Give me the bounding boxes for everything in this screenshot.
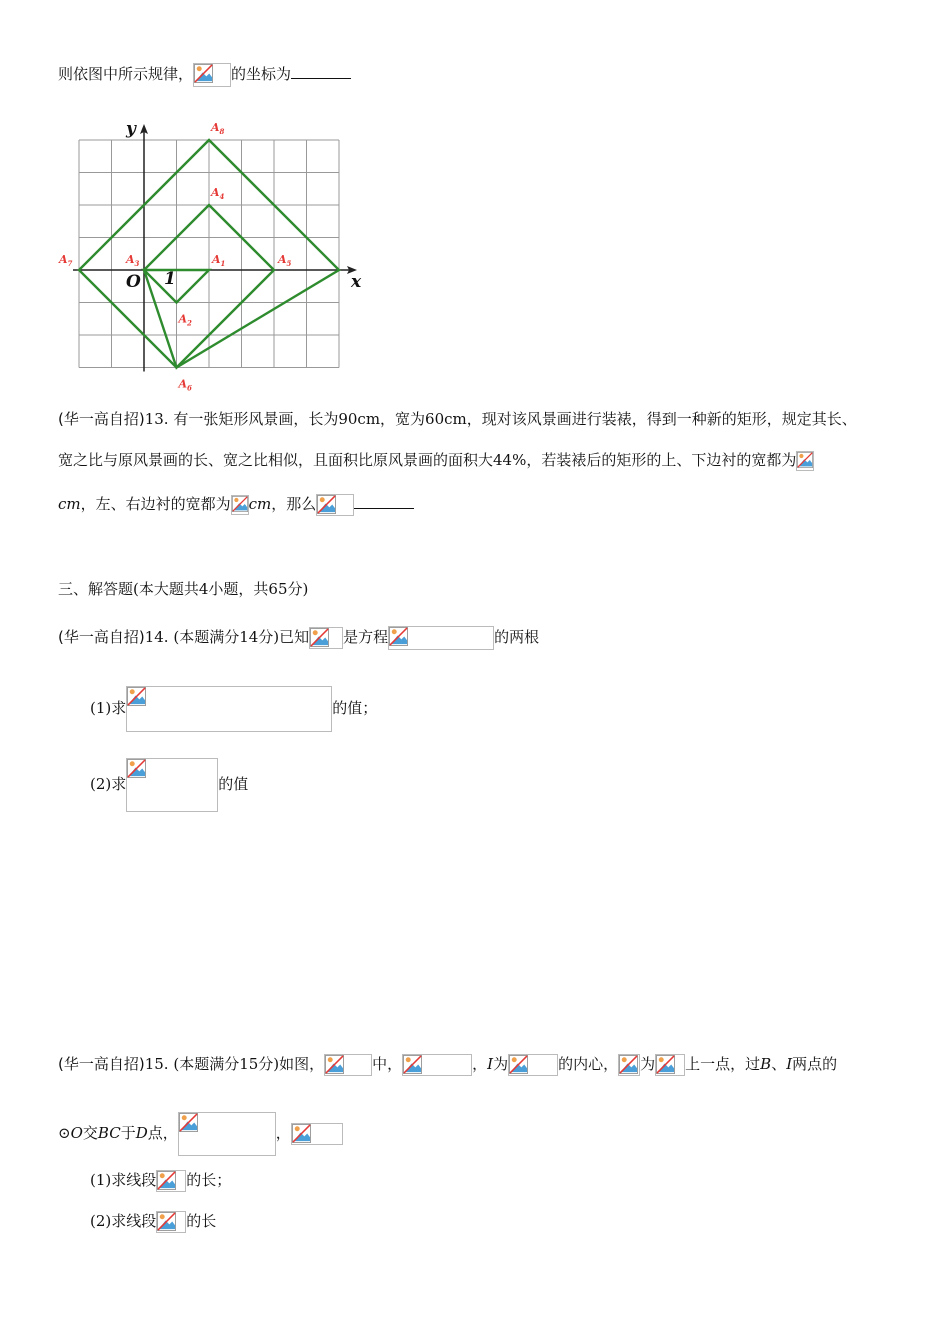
- q15-text: 点，: [147, 1124, 178, 1142]
- q14-text-c: 的两根: [494, 628, 540, 646]
- q12-text-before: 则依图中所示规律，: [58, 65, 194, 83]
- label-a6: $A_6$: [178, 377, 192, 393]
- q15-text: 15. (本题满分15分)如图，: [144, 1055, 325, 1073]
- x-axis-label: x: [351, 272, 362, 292]
- label-a4: $A_4$: [211, 186, 225, 201]
- broken-image-icon: [324, 1054, 372, 1076]
- q13-text1: 13. 有一张矩形风景画，长为90cm，宽为60cm，现对该风景画进行装裱，得到一种新的矩形，规定其长、: [144, 410, 857, 428]
- q14-stem: [58, 626, 539, 650]
- label-a5: $A_5$: [278, 253, 292, 268]
- q15-var: I: [786, 1055, 793, 1073]
- q14-p2-a: (2)求: [90, 775, 127, 793]
- broken-image-icon: [193, 63, 231, 87]
- q15-stem-line1: [58, 1053, 837, 1076]
- q15-source: (华一高自招): [58, 1055, 145, 1073]
- q13-line1: [58, 408, 857, 430]
- answer-blank: [291, 62, 351, 79]
- q15-text: 为: [640, 1055, 656, 1073]
- broken-image-icon: [508, 1054, 558, 1076]
- q14-source: (华一高自招): [58, 628, 145, 646]
- q12-line: [58, 62, 351, 87]
- q13-source: (华一高自招): [58, 410, 145, 428]
- q15-text: 两点的: [792, 1055, 838, 1073]
- q15-text: 于: [120, 1124, 136, 1142]
- broken-image-icon: [316, 494, 354, 516]
- q15-text: 中，: [372, 1055, 403, 1073]
- q14-part1: [90, 686, 377, 732]
- q13-text3d: ，那么: [271, 495, 317, 513]
- label-a1: $A_1$: [212, 253, 226, 268]
- broken-image-icon: [291, 1123, 343, 1145]
- q15-p1-b: 的长；: [186, 1171, 232, 1189]
- q14-p2-b: 的值: [218, 775, 249, 793]
- q15-text: ，: [472, 1055, 488, 1073]
- q15-text: ，: [275, 1124, 291, 1142]
- broken-image-icon: [231, 495, 249, 515]
- broken-image-icon: [388, 626, 494, 650]
- label-a7: $A_7$: [59, 253, 73, 268]
- q12-text-after: 的坐标为: [231, 65, 292, 83]
- broken-image-icon: [126, 686, 332, 732]
- q15-stem-line2: [58, 1112, 343, 1156]
- q15-var: D: [135, 1124, 148, 1142]
- q15-part1: [90, 1169, 231, 1192]
- broken-image-icon: [309, 627, 343, 649]
- unit-cm: cm: [58, 495, 81, 513]
- q15-text: 上一点，过: [685, 1055, 761, 1073]
- label-a2: $A_2$: [178, 312, 192, 328]
- broken-image-icon: [156, 1170, 186, 1192]
- q15-p2-a: (2)求线段: [90, 1212, 157, 1230]
- q15-text: 、: [771, 1055, 787, 1073]
- broken-image-icon: [126, 758, 218, 812]
- q15-p2-b: 的长: [186, 1212, 217, 1230]
- q13-line3: [58, 492, 414, 516]
- origin-label: O: [126, 272, 141, 292]
- broken-image-icon: [618, 1054, 640, 1076]
- label-a3: $A_3$: [126, 253, 140, 268]
- q15-part2: [90, 1210, 216, 1233]
- unit-cm: cm: [248, 495, 272, 513]
- broken-image-icon: [156, 1211, 186, 1233]
- q15-text: 的内心，: [558, 1055, 619, 1073]
- q15-p1-a: (1)求线段: [90, 1171, 157, 1189]
- q13-text2: 宽之比与原风景画的长、宽之比相似，且面积比原风景画的面积大44%，若装裱后的矩形的上、下边衬的宽都为: [58, 451, 797, 469]
- broken-image-icon: [178, 1112, 276, 1156]
- section-title: 三、解答题(本大题共4小题，共65分): [58, 580, 309, 598]
- q13-text3b: ，左、右边衬的宽都为: [80, 495, 231, 513]
- q14-part2: [90, 758, 248, 812]
- q15-var: O: [70, 1124, 83, 1142]
- coordinate-figure: [55, 110, 365, 395]
- q14-text-b: 是方程: [343, 628, 389, 646]
- q13-line2: [58, 449, 814, 471]
- answer-blank: [354, 492, 414, 509]
- q14-p1-b: 的值；: [332, 699, 378, 717]
- q15-var: I: [487, 1055, 494, 1073]
- axes: [73, 124, 357, 372]
- q15-text: 为: [493, 1055, 509, 1073]
- broken-image-icon: [655, 1054, 685, 1076]
- q14-text-a: 14. (本题满分14分)已知: [144, 628, 310, 646]
- unit-label: 1: [164, 269, 176, 289]
- q14-p1-a: (1)求: [90, 699, 127, 717]
- label-a8: $A_8$: [211, 121, 225, 136]
- circle-symbol: ⊙: [58, 1124, 71, 1142]
- q15-text: 交: [82, 1124, 98, 1142]
- broken-image-icon: [402, 1054, 472, 1076]
- q15-var: BC: [97, 1124, 121, 1142]
- y-axis-label: y: [126, 119, 136, 139]
- point-labels: [58, 119, 362, 393]
- q15-var: B: [760, 1055, 772, 1073]
- broken-image-icon: [796, 451, 814, 471]
